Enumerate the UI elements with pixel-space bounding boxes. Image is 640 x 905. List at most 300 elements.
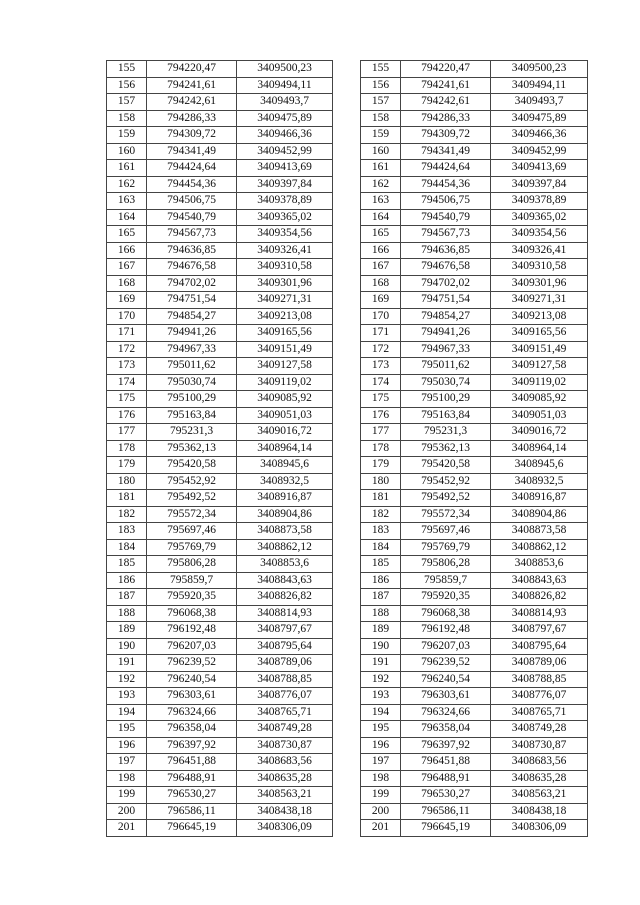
point-number-cell: 170 [361, 308, 401, 325]
x-coordinate-cell: 795920,35 [147, 589, 237, 606]
table-row [361, 473, 588, 490]
coordinates-table-left [106, 60, 333, 837]
x-coordinate-cell: 794309,72 [147, 127, 237, 144]
table-row [107, 143, 333, 160]
point-number-cell: 172 [361, 341, 401, 358]
table-row [107, 110, 333, 127]
table-row [361, 622, 588, 639]
table-row [361, 671, 588, 688]
point-number-cell: 195 [361, 721, 401, 738]
x-coordinate-cell: 796207,03 [147, 638, 237, 655]
x-coordinate-cell: 795030,74 [147, 374, 237, 391]
y-coordinate-cell: 3408964,14 [237, 440, 333, 457]
x-coordinate-cell: 795163,84 [401, 407, 491, 424]
x-coordinate-cell: 796239,52 [401, 655, 491, 672]
point-number-cell: 183 [107, 523, 147, 540]
y-coordinate-cell: 3408635,28 [491, 770, 588, 787]
point-number-cell: 160 [107, 143, 147, 160]
y-coordinate-cell: 3408873,58 [491, 523, 588, 540]
y-coordinate-cell: 3408904,86 [491, 506, 588, 523]
point-number-cell: 191 [107, 655, 147, 672]
x-coordinate-cell: 796358,04 [147, 721, 237, 738]
y-coordinate-cell: 3409213,08 [237, 308, 333, 325]
y-coordinate-cell: 3409310,58 [491, 259, 588, 276]
x-coordinate-cell: 795572,34 [401, 506, 491, 523]
y-coordinate-cell: 3408438,18 [491, 803, 588, 820]
y-coordinate-cell: 3409354,56 [237, 226, 333, 243]
table-row [107, 308, 333, 325]
table-row [107, 160, 333, 177]
table-row [361, 539, 588, 556]
table-row [361, 572, 588, 589]
y-coordinate-cell: 3408749,28 [237, 721, 333, 738]
y-coordinate-cell: 3409475,89 [237, 110, 333, 127]
x-coordinate-cell: 795806,28 [401, 556, 491, 573]
y-coordinate-cell: 3409213,08 [491, 308, 588, 325]
point-number-cell: 184 [107, 539, 147, 556]
table-row [361, 77, 588, 94]
y-coordinate-cell: 3409016,72 [491, 424, 588, 441]
x-coordinate-cell: 795420,58 [401, 457, 491, 474]
point-number-cell: 197 [361, 754, 401, 771]
point-number-cell: 190 [107, 638, 147, 655]
y-coordinate-cell: 3409119,02 [491, 374, 588, 391]
x-coordinate-cell: 796397,92 [401, 737, 491, 754]
y-coordinate-cell: 3409452,99 [237, 143, 333, 160]
point-number-cell: 188 [361, 605, 401, 622]
table-row [107, 94, 333, 111]
y-coordinate-cell: 3408862,12 [237, 539, 333, 556]
y-coordinate-cell: 3409365,02 [491, 209, 588, 226]
point-number-cell: 169 [361, 292, 401, 309]
table-row [361, 407, 588, 424]
table-row [361, 308, 588, 325]
x-coordinate-cell: 796324,66 [401, 704, 491, 721]
table-row [361, 440, 588, 457]
x-coordinate-cell: 795697,46 [147, 523, 237, 540]
x-coordinate-cell: 795011,62 [401, 358, 491, 375]
y-coordinate-cell: 3409127,58 [237, 358, 333, 375]
x-coordinate-cell: 796530,27 [401, 787, 491, 804]
y-coordinate-cell: 3408862,12 [491, 539, 588, 556]
x-coordinate-cell: 796488,91 [401, 770, 491, 787]
table-row [361, 391, 588, 408]
table-row [361, 655, 588, 672]
table-row [361, 160, 588, 177]
y-coordinate-cell: 3409500,23 [491, 61, 588, 78]
point-number-cell: 163 [361, 193, 401, 210]
point-number-cell: 168 [361, 275, 401, 292]
y-coordinate-cell: 3408776,07 [237, 688, 333, 705]
point-number-cell: 157 [361, 94, 401, 111]
y-coordinate-cell: 3408683,56 [491, 754, 588, 771]
y-coordinate-cell: 3408814,93 [237, 605, 333, 622]
x-coordinate-cell: 794241,61 [401, 77, 491, 94]
y-coordinate-cell: 3409378,89 [491, 193, 588, 210]
y-coordinate-cell: 3408904,86 [237, 506, 333, 523]
y-coordinate-cell: 3409301,96 [491, 275, 588, 292]
y-coordinate-cell: 3408789,06 [237, 655, 333, 672]
y-coordinate-cell: 3408789,06 [491, 655, 588, 672]
point-number-cell: 193 [361, 688, 401, 705]
y-coordinate-cell: 3408964,14 [491, 440, 588, 457]
point-number-cell: 198 [107, 770, 147, 787]
point-number-cell: 174 [361, 374, 401, 391]
table-row [107, 374, 333, 391]
table-row [107, 787, 333, 804]
table-row [107, 275, 333, 292]
y-coordinate-cell: 3408306,09 [491, 820, 588, 837]
point-number-cell: 165 [107, 226, 147, 243]
x-coordinate-cell: 796239,52 [147, 655, 237, 672]
point-number-cell: 176 [361, 407, 401, 424]
y-coordinate-cell: 3408945,6 [491, 457, 588, 474]
point-number-cell: 175 [361, 391, 401, 408]
x-coordinate-cell: 794567,73 [401, 226, 491, 243]
point-number-cell: 157 [107, 94, 147, 111]
point-number-cell: 185 [361, 556, 401, 573]
x-coordinate-cell: 795011,62 [147, 358, 237, 375]
table-row [361, 506, 588, 523]
point-number-cell: 167 [361, 259, 401, 276]
x-coordinate-cell: 796068,38 [401, 605, 491, 622]
y-coordinate-cell: 3409493,7 [491, 94, 588, 111]
table-row [107, 688, 333, 705]
point-number-cell: 184 [361, 539, 401, 556]
x-coordinate-cell: 795362,13 [147, 440, 237, 457]
point-number-cell: 199 [107, 787, 147, 804]
point-number-cell: 164 [107, 209, 147, 226]
point-number-cell: 185 [107, 556, 147, 573]
point-number-cell: 159 [361, 127, 401, 144]
x-coordinate-cell: 794967,33 [147, 341, 237, 358]
table-row [107, 605, 333, 622]
point-number-cell: 187 [361, 589, 401, 606]
y-coordinate-cell: 3408563,21 [491, 787, 588, 804]
y-coordinate-cell: 3408916,87 [491, 490, 588, 507]
x-coordinate-cell: 794540,79 [401, 209, 491, 226]
x-coordinate-cell: 794676,58 [401, 259, 491, 276]
table-row [107, 325, 333, 342]
table-row [107, 176, 333, 193]
x-coordinate-cell: 796068,38 [147, 605, 237, 622]
table-row [107, 127, 333, 144]
y-coordinate-cell: 3408932,5 [491, 473, 588, 490]
x-coordinate-cell: 794242,61 [147, 94, 237, 111]
point-number-cell: 161 [107, 160, 147, 177]
point-number-cell: 194 [361, 704, 401, 721]
table-row [107, 440, 333, 457]
point-number-cell: 171 [107, 325, 147, 342]
x-coordinate-cell: 796240,54 [401, 671, 491, 688]
point-number-cell: 180 [107, 473, 147, 490]
y-coordinate-cell: 3409301,96 [237, 275, 333, 292]
point-number-cell: 189 [361, 622, 401, 639]
y-coordinate-cell: 3409397,84 [491, 176, 588, 193]
x-coordinate-cell: 795697,46 [401, 523, 491, 540]
y-coordinate-cell: 3408563,21 [237, 787, 333, 804]
y-coordinate-cell: 3408826,82 [237, 589, 333, 606]
table-row [361, 605, 588, 622]
y-coordinate-cell: 3408873,58 [237, 523, 333, 540]
point-number-cell: 168 [107, 275, 147, 292]
x-coordinate-cell: 796358,04 [401, 721, 491, 738]
y-coordinate-cell: 3408730,87 [237, 737, 333, 754]
table-row [361, 127, 588, 144]
y-coordinate-cell: 3408853,6 [491, 556, 588, 573]
point-number-cell: 161 [361, 160, 401, 177]
point-number-cell: 179 [361, 457, 401, 474]
table-row [361, 143, 588, 160]
x-coordinate-cell: 795362,13 [401, 440, 491, 457]
x-coordinate-cell: 796192,48 [401, 622, 491, 639]
point-number-cell: 162 [361, 176, 401, 193]
table-row [361, 523, 588, 540]
point-number-cell: 192 [361, 671, 401, 688]
y-coordinate-cell: 3409165,56 [491, 325, 588, 342]
x-coordinate-cell: 795492,52 [401, 490, 491, 507]
table-row [361, 787, 588, 804]
x-coordinate-cell: 794286,33 [147, 110, 237, 127]
point-number-cell: 186 [361, 572, 401, 589]
x-coordinate-cell: 794854,27 [147, 308, 237, 325]
y-coordinate-cell: 3409151,49 [491, 341, 588, 358]
table-row [107, 61, 333, 78]
x-coordinate-cell: 794967,33 [401, 341, 491, 358]
x-coordinate-cell: 794220,47 [147, 61, 237, 78]
point-number-cell: 200 [361, 803, 401, 820]
table-row [361, 176, 588, 193]
table-row [361, 341, 588, 358]
table-row [361, 556, 588, 573]
table-row [107, 358, 333, 375]
table-row [107, 572, 333, 589]
x-coordinate-cell: 795769,79 [147, 539, 237, 556]
point-number-cell: 191 [361, 655, 401, 672]
point-number-cell: 162 [107, 176, 147, 193]
x-coordinate-cell: 795806,28 [147, 556, 237, 573]
table-row [361, 94, 588, 111]
x-coordinate-cell: 795452,92 [401, 473, 491, 490]
x-coordinate-cell: 795030,74 [401, 374, 491, 391]
point-number-cell: 170 [107, 308, 147, 325]
x-coordinate-cell: 794941,26 [401, 325, 491, 342]
point-number-cell: 173 [107, 358, 147, 375]
point-number-cell: 193 [107, 688, 147, 705]
table-row [107, 589, 333, 606]
table-row [107, 655, 333, 672]
y-coordinate-cell: 3409413,69 [237, 160, 333, 177]
x-coordinate-cell: 794636,85 [401, 242, 491, 259]
point-number-cell: 167 [107, 259, 147, 276]
point-number-cell: 178 [361, 440, 401, 457]
table-row [361, 226, 588, 243]
y-coordinate-cell: 3409119,02 [237, 374, 333, 391]
point-number-cell: 156 [361, 77, 401, 94]
x-coordinate-cell: 794702,02 [401, 275, 491, 292]
point-number-cell: 176 [107, 407, 147, 424]
x-coordinate-cell: 795859,7 [401, 572, 491, 589]
y-coordinate-cell: 3409085,92 [491, 391, 588, 408]
point-number-cell: 190 [361, 638, 401, 655]
x-coordinate-cell: 794424,64 [147, 160, 237, 177]
y-coordinate-cell: 3409271,31 [237, 292, 333, 309]
y-coordinate-cell: 3408765,71 [491, 704, 588, 721]
table-row [361, 61, 588, 78]
table-row [361, 292, 588, 309]
y-coordinate-cell: 3409494,11 [491, 77, 588, 94]
table-row [107, 77, 333, 94]
table-row [361, 374, 588, 391]
table-row [361, 490, 588, 507]
x-coordinate-cell: 794454,36 [401, 176, 491, 193]
point-number-cell: 199 [361, 787, 401, 804]
x-coordinate-cell: 794309,72 [401, 127, 491, 144]
x-coordinate-cell: 796488,91 [147, 770, 237, 787]
y-coordinate-cell: 3409151,49 [237, 341, 333, 358]
x-coordinate-cell: 796451,88 [401, 754, 491, 771]
table-row [361, 589, 588, 606]
point-number-cell: 197 [107, 754, 147, 771]
point-number-cell: 189 [107, 622, 147, 639]
x-coordinate-cell: 794676,58 [147, 259, 237, 276]
y-coordinate-cell: 3408916,87 [237, 490, 333, 507]
y-coordinate-cell: 3409475,89 [491, 110, 588, 127]
table-row [107, 490, 333, 507]
table-row [107, 754, 333, 771]
point-number-cell: 160 [361, 143, 401, 160]
table-row [361, 737, 588, 754]
table-row [361, 803, 588, 820]
x-coordinate-cell: 795420,58 [147, 457, 237, 474]
y-coordinate-cell: 3408797,67 [237, 622, 333, 639]
point-number-cell: 164 [361, 209, 401, 226]
x-coordinate-cell: 794751,54 [401, 292, 491, 309]
x-coordinate-cell: 794241,61 [147, 77, 237, 94]
x-coordinate-cell: 794540,79 [147, 209, 237, 226]
point-number-cell: 155 [361, 61, 401, 78]
y-coordinate-cell: 3408814,93 [491, 605, 588, 622]
y-coordinate-cell: 3409310,58 [237, 259, 333, 276]
y-coordinate-cell: 3408788,85 [237, 671, 333, 688]
x-coordinate-cell: 794286,33 [401, 110, 491, 127]
point-number-cell: 163 [107, 193, 147, 210]
y-coordinate-cell: 3408730,87 [491, 737, 588, 754]
table-row [107, 737, 333, 754]
table-row [107, 721, 333, 738]
x-coordinate-cell: 796324,66 [147, 704, 237, 721]
point-number-cell: 200 [107, 803, 147, 820]
y-coordinate-cell: 3409127,58 [491, 358, 588, 375]
point-number-cell: 192 [107, 671, 147, 688]
x-coordinate-cell: 796586,11 [147, 803, 237, 820]
table-row [107, 242, 333, 259]
y-coordinate-cell: 3408932,5 [237, 473, 333, 490]
table-row [361, 638, 588, 655]
y-coordinate-cell: 3409466,36 [491, 127, 588, 144]
x-coordinate-cell: 795452,92 [147, 473, 237, 490]
point-number-cell: 165 [361, 226, 401, 243]
point-number-cell: 166 [107, 242, 147, 259]
table-row [361, 721, 588, 738]
point-number-cell: 179 [107, 457, 147, 474]
x-coordinate-cell: 794424,64 [401, 160, 491, 177]
table-row [361, 209, 588, 226]
point-number-cell: 198 [361, 770, 401, 787]
y-coordinate-cell: 3409378,89 [237, 193, 333, 210]
point-number-cell: 169 [107, 292, 147, 309]
x-coordinate-cell: 795859,7 [147, 572, 237, 589]
y-coordinate-cell: 3409452,99 [491, 143, 588, 160]
x-coordinate-cell: 794220,47 [401, 61, 491, 78]
y-coordinate-cell: 3408795,64 [491, 638, 588, 655]
x-coordinate-cell: 796645,19 [401, 820, 491, 837]
point-number-cell: 158 [107, 110, 147, 127]
point-number-cell: 188 [107, 605, 147, 622]
table-row [107, 770, 333, 787]
y-coordinate-cell: 3409051,03 [491, 407, 588, 424]
x-coordinate-cell: 794702,02 [147, 275, 237, 292]
x-coordinate-cell: 794454,36 [147, 176, 237, 193]
x-coordinate-cell: 795572,34 [147, 506, 237, 523]
table-row [107, 506, 333, 523]
x-coordinate-cell: 795492,52 [147, 490, 237, 507]
table-row [361, 770, 588, 787]
point-number-cell: 159 [107, 127, 147, 144]
coordinates-table-right [360, 60, 588, 837]
point-number-cell: 182 [361, 506, 401, 523]
x-coordinate-cell: 794242,61 [401, 94, 491, 111]
table-row [107, 523, 333, 540]
x-coordinate-cell: 794854,27 [401, 308, 491, 325]
table-row [107, 704, 333, 721]
table-row [107, 259, 333, 276]
y-coordinate-cell: 3408683,56 [237, 754, 333, 771]
y-coordinate-cell: 3409326,41 [237, 242, 333, 259]
x-coordinate-cell: 794341,49 [147, 143, 237, 160]
point-number-cell: 177 [107, 424, 147, 441]
table-row [107, 820, 333, 837]
table-row [361, 754, 588, 771]
point-number-cell: 173 [361, 358, 401, 375]
y-coordinate-cell: 3408438,18 [237, 803, 333, 820]
table-row [361, 193, 588, 210]
table-row [107, 638, 333, 655]
y-coordinate-cell: 3409494,11 [237, 77, 333, 94]
point-number-cell: 183 [361, 523, 401, 540]
x-coordinate-cell: 796397,92 [147, 737, 237, 754]
table-row [361, 325, 588, 342]
y-coordinate-cell: 3408843,63 [237, 572, 333, 589]
x-coordinate-cell: 795100,29 [147, 391, 237, 408]
x-coordinate-cell: 795100,29 [401, 391, 491, 408]
y-coordinate-cell: 3408635,28 [237, 770, 333, 787]
point-number-cell: 201 [361, 820, 401, 837]
point-number-cell: 182 [107, 506, 147, 523]
table-row [107, 341, 333, 358]
table-row [107, 556, 333, 573]
point-number-cell: 195 [107, 721, 147, 738]
y-coordinate-cell: 3409354,56 [491, 226, 588, 243]
point-number-cell: 155 [107, 61, 147, 78]
point-number-cell: 186 [107, 572, 147, 589]
table-row [361, 457, 588, 474]
x-coordinate-cell: 794341,49 [401, 143, 491, 160]
x-coordinate-cell: 794506,75 [401, 193, 491, 210]
y-coordinate-cell: 3409413,69 [491, 160, 588, 177]
y-coordinate-cell: 3409365,02 [237, 209, 333, 226]
point-number-cell: 181 [107, 490, 147, 507]
